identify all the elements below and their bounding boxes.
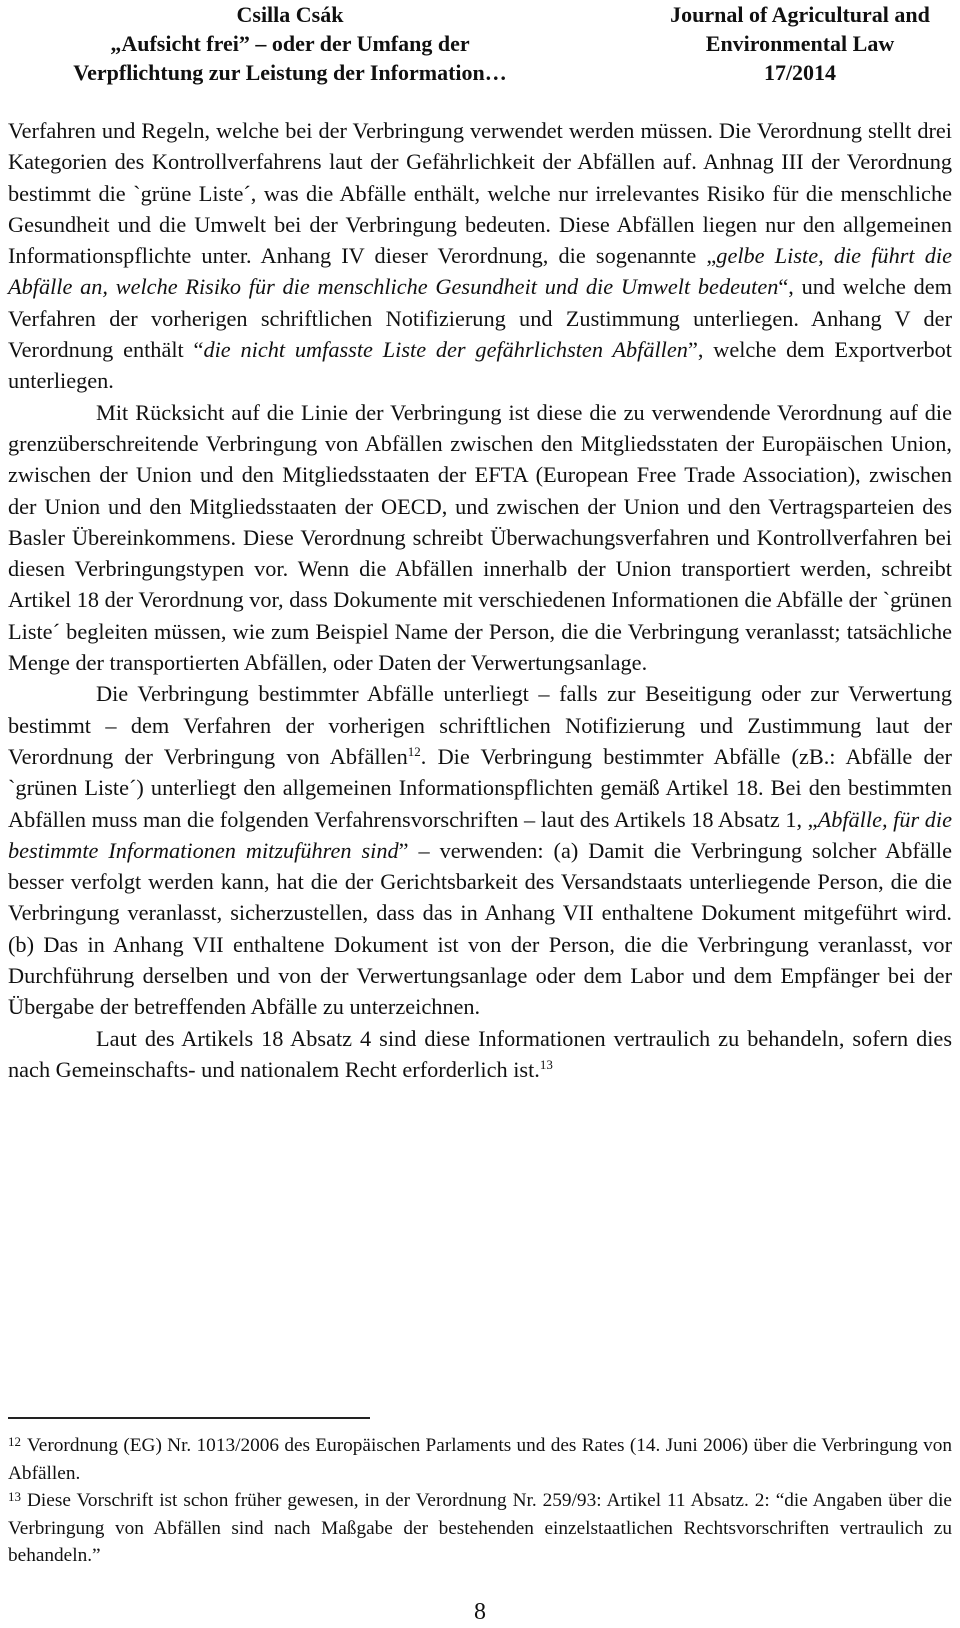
- paragraph-1-italic-b: die nicht umfasste Liste der gefährlichsten Abfällen: [203, 337, 688, 363]
- header-author: Csilla Csák: [236, 2, 344, 27]
- running-header: [10, 0, 950, 96]
- paragraph-4-text: Laut des Artikels 18 Absatz 4 sind diese Informationen vertraulich zu behandeln, sofern dies nach Gemeinschafts- und nationalem Recht erforderlich ist.: [8, 1025, 952, 1082]
- footnote-13-mark: 13: [8, 1489, 21, 1504]
- paragraph-3: [8, 678, 952, 1022]
- paragraph-1-text-b: “, und welche dem Verfahren der vorherigen schriftlichen Notifizierung und Zustimmung unterliegen. Anhang V der Verordnung enthält “: [8, 274, 952, 363]
- footnote-ref-12[interactable]: 12: [407, 743, 421, 759]
- footnote-ref-13[interactable]: 13: [539, 1056, 553, 1072]
- paragraph-3-text-c: ” – verwenden: (a) Damit die Verbringung solcher Abfälle besser verfolgt werden kann, hat die der Gerichtsbarkeit des Versandstaats unterliegende Person, die die Verbringung veranlasst, sicherzustellen, dass das in Anhang VII enthaltene Dokument mitgeführt wird. (b) Das in Anhang VII enthaltene Dokument ist von der Person, die die Verbringung veranlasst, vor Durchführung derselben und von der Verwertungsanlage oder dem Labor und dem Empfänger bei der Übergabe der betreffenden Abfälle zu unterzeichnen.: [8, 837, 953, 1020]
- paragraph-1: [8, 115, 952, 397]
- paragraph-3-italic: Abfälle, für die bestimmte Informationen mitzuführen sind: [8, 806, 952, 863]
- header-article-info: [10, 0, 570, 87]
- footnote-13: [8, 1487, 952, 1570]
- footnote-separator: [8, 1417, 370, 1419]
- paragraph-4: [8, 1023, 952, 1086]
- footnote-12: [8, 1432, 952, 1487]
- header-journal-info: [650, 0, 950, 87]
- body-text: [8, 115, 952, 1085]
- header-title-line-2: Verpflichtung zur Leistung der Information…: [73, 60, 507, 85]
- footnote-12-text: Verordnung (EG) Nr. 1013/2006 des Europäischen Parlaments und des Rates (14. Juni 2006) über die Verbringung von Abfällen.: [8, 1435, 952, 1484]
- paragraph-1-text-c: ”, welche dem Exportverbot unterliegen.: [8, 337, 952, 394]
- paragraph-1-italic-a: gelbe Liste, die führt die Abfälle an, welche Risiko für die menschliche Gesundheit und die Umwelt bedeuten: [8, 243, 952, 300]
- paragraph-3-text-b: . Die Verbringung bestimmter Abfälle (zB.: Abfälle der `grünen Liste´) unterliegt den allgemeinen Informationspflichten gemäß Artikel 18. Bei den bestimmten Abfällen muss man die folgenden Verfahrensvorschriften – laut des Artikels 18 Absatz 1, „: [8, 743, 952, 832]
- page-number: 8: [474, 1599, 486, 1625]
- footnotes: [8, 1432, 952, 1570]
- header-issue: 17/2014: [763, 60, 837, 85]
- header-journal-line-2: Environmental Law: [705, 31, 895, 56]
- paragraph-2: Mit Rücksicht auf die Linie der Verbringung ist diese die zu verwendende Verordnung auf die grenzüberschreitende Verbringung von Abfällen zwischen den Mitgliedsstaten der Europäischen Union, zwischen der Union und den Mitgliedsstaaten der EFTA (European Free Trade Association), zwischen der Union und den Mitgliedsstaaten der OECD, und zwischen der Union und den Vertragsparteien des Basler Übereinkommens. Diese Verordnung schreibt Überwachungsverfahren und Kontrollverfahren bei diesen Verbringungstypen vor. Wenn die Abfällen innerhalb der Union transportiert werden, schreibt Artikel 18 der Verordnung vor, dass Dokumente mit verschiedenen Informationen die Abfälle der `grünen Liste´ begleiten müssen, wie zum Beispiel Name der Person, die die Verbringung veranlasst; tatsächliche Menge der transportierten Abfällen, oder Daten der Verwertungsanlage.: [8, 399, 952, 676]
- footnote-12-mark: 12: [8, 1434, 21, 1449]
- header-title-line-1: „Aufsicht frei” – oder der Umfang der: [110, 31, 470, 56]
- paragraph-3-text-a: Die Verbringung bestimmter Abfälle unterliegt – falls zur Beseitigung oder zur Verwertung bestimmt – dem Verfahren der vorherigen schriftlichen Notifizierung und Zustimmung laut der Verordnung der Verbringung von Abfällen: [8, 681, 952, 769]
- header-journal-line-1: Journal of Agricultural and: [670, 2, 930, 27]
- paragraph-1-text-a: Verfahren und Regeln, welche bei der Verbringung verwendet werden müssen. Die Verordnung stellt drei Kategorien des Kontrollverfahrens laut der Gefährlichkeit der Abfällen auf. Anhnag III der Verordnung bestimmt die `grüne Liste´, was die Abfälle enthält, welche nur irrelevantes Risiko für die menschliche Gesundheit und die Umwelt bei der Verbringung bedeuten. Diese Abfällen liegen nur den allgemeinen Informationspflichte unter. Anhang IV dieser Verordnung, die sogenannte „: [8, 118, 952, 269]
- footnote-13-text: Diese Vorschrift ist schon früher gewesen, in der Verordnung Nr. 259/93: Artikel 11 Absatz. 2: “die Angaben über die Verbringung von Abfällen sind nach Maßgabe der bestehenden einzelstaatlichen Rechtsvorschriften vertraulich zu behandeln.”: [8, 1490, 952, 1566]
